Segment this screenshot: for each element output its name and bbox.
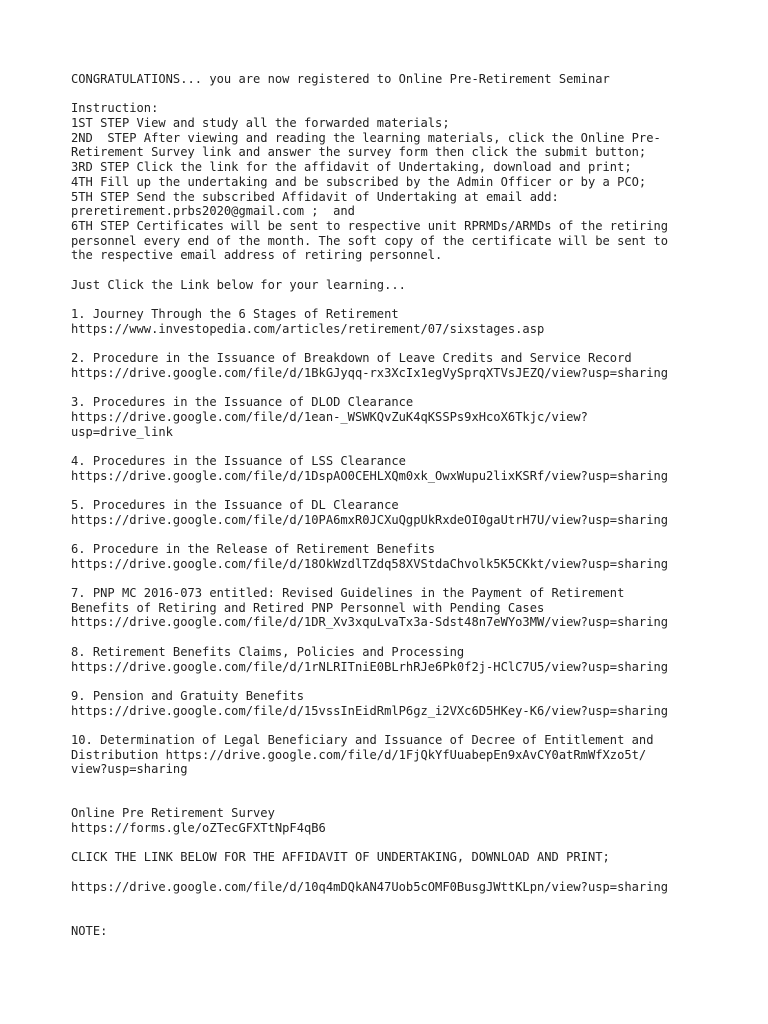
material-item [71, 733, 701, 777]
step-line: Retirement Survey link and answer the survey form then click the submit button; [71, 145, 647, 160]
survey-title: Online Pre Retirement Survey [71, 806, 275, 821]
material-title: 1. Journey Through the 6 Stages of Retirement [71, 307, 399, 321]
material-link[interactable]: Distribution https://drive.google.com/file/d/1FjQkYfUuabepEn9xAvCY0atRmWfXzo5t/ [71, 747, 647, 762]
instruction-title: Instruction: [71, 101, 159, 116]
step-email-line: preretirement.prbs2020@gmail.com ; and [71, 204, 355, 219]
material-link[interactable]: https://drive.google.com/file/d/18OkWzdlTZdq58XVStdaChvolk5K5CKkt/view?usp=sharing [71, 556, 669, 571]
material-link[interactable]: https://drive.google.com/file/d/1BkGJyqq-rx3XcIx1egVySprqXTVsJEZQ/view?usp=sharing [71, 365, 669, 380]
material-title: 9. Pension and Gratuity Benefits [71, 688, 304, 703]
material-title: 2. Procedure in the Issuance of Breakdown of Leave Credits and Service Record [71, 351, 632, 366]
material-title: 7. PNP MC 2016-073 entitled: Revised Guidelines in the Payment of Retirement [71, 586, 625, 601]
material-item [71, 454, 701, 483]
document-body [71, 72, 701, 939]
learning-intro: Just Click the Link below for your learning... [71, 277, 406, 292]
step-line: 2ND STEP After viewing and reading the learning materials, click the Online Pre- [71, 130, 661, 145]
note-label: NOTE: [71, 923, 108, 938]
material-item [71, 586, 701, 630]
material-item [71, 498, 701, 527]
survey-link[interactable]: https://forms.gle/oZTecGFXTtNpF4qB6 [71, 821, 326, 836]
material-link[interactable]: view?usp=sharing [71, 762, 188, 777]
step-line: 4TH Fill up the undertaking and be subscribed by the Admin Officer or by a PCO; [71, 174, 647, 189]
material-link[interactable]: https://drive.google.com/file/d/1DR_Xv3xquLvaTx3a-Sdst48n7eWYo3MW/view?usp=sharing [71, 615, 669, 630]
material-item [71, 645, 701, 674]
affidavit-link[interactable]: https://drive.google.com/file/d/10q4mDQkAN47Uob5cOMF0BusgJWttKLpn/view?usp=sharing [71, 879, 669, 894]
step-line: 6TH STEP Certificates will be sent to respective unit RPRMDs/ARMDs of the retiring [71, 218, 669, 233]
step-line: 3RD STEP Click the link for the affidavit of Undertaking, download and print; [71, 160, 632, 175]
step-line: 5TH STEP Send the subscribed Affidavit of Undertaking at email add: [71, 189, 559, 204]
material-item [71, 542, 701, 571]
step-line: the respective email address of retiring personnel. [71, 248, 443, 263]
material-link[interactable]: https://www.investopedia.com/articles/retirement/07/sixstages.asp [71, 321, 545, 336]
material-link[interactable]: https://drive.google.com/file/d/15vssInEidRmlP6gz_i2VXc6D5HKey-K6/view?usp=sharing [71, 703, 669, 718]
material-title: 6. Procedure in the Release of Retirement Benefits [71, 542, 436, 556]
material-title: 5. Procedures in the Issuance of DL Clearance [71, 497, 399, 512]
affidavit-instruction: CLICK THE LINK BELOW FOR THE AFFIDAVIT OF UNDERTAKING, DOWNLOAD AND PRINT; [71, 850, 610, 865]
material-link[interactable]: https://drive.google.com/file/d/1ean-_WSWKQvZuK4qKSSPs9xHcoX6Tkjc/view? [71, 409, 588, 424]
material-title: 8. Retirement Benefits Claims, Policies and Processing [71, 644, 465, 659]
material-item [71, 395, 701, 439]
material-item [71, 689, 701, 718]
material-link[interactable]: https://drive.google.com/file/d/1rNLRITniE0BLrhRJe6Pk0f2j-HClC7U5/view?usp=sharing [71, 659, 669, 674]
material-title: 10. Determination of Legal Beneficiary and Issuance of Decree of Entitlement and [71, 732, 654, 747]
registration-header: CONGRATULATIONS... you are now registered to Online Pre-Retirement Seminar [71, 72, 610, 86]
material-title: Benefits of Retiring and Retired PNP Personnel with Pending Cases [71, 600, 545, 615]
material-item [71, 307, 701, 336]
material-title: 4. Procedures in the Issuance of LSS Clearance [71, 453, 406, 468]
material-link[interactable]: https://drive.google.com/file/d/10PA6mxR0JCXuQgpUkRxdeOI0gaUtrH7U/view?usp=sharing [71, 512, 669, 527]
material-link[interactable]: usp=drive_link [71, 424, 173, 439]
instruction-steps [71, 116, 701, 263]
step-line: 1ST STEP View and study all the forwarded materials; [71, 116, 450, 131]
material-title: 3. Procedures in the Issuance of DLOD Clearance [71, 395, 414, 410]
material-link[interactable]: https://drive.google.com/file/d/1DspAO0CEHLXQm0xk_OwxWupu2lixKSRf/view?usp=sharing [71, 468, 669, 483]
material-item [71, 351, 701, 380]
step-line: personnel every end of the month. The soft copy of the certificate will be sent to [71, 233, 669, 248]
